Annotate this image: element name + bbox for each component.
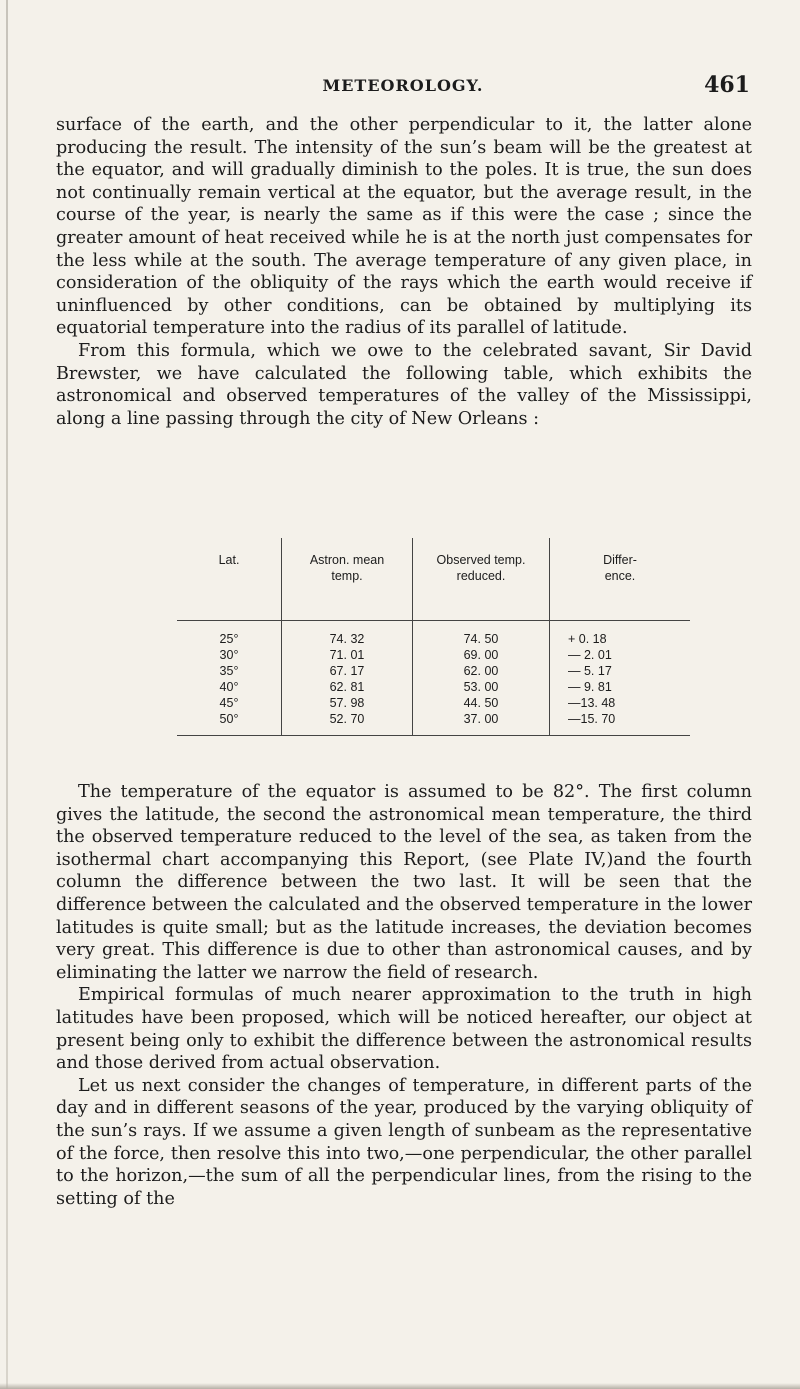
- page-edge: [6, 0, 8, 1389]
- col-header-lat: Lat.: [177, 538, 282, 621]
- text-block-top: [56, 114, 752, 430]
- cell-difference: — 2. 01: [550, 647, 691, 663]
- cell-astron: 74. 32: [282, 621, 413, 648]
- cell-lat: 45°: [219, 696, 239, 710]
- table-row: [177, 663, 690, 679]
- cell-lat: 25°: [219, 632, 239, 646]
- cell-astron: 62. 81: [282, 679, 413, 695]
- cell-difference: —15. 70: [550, 711, 691, 736]
- cell-difference: + 0. 18: [550, 621, 691, 648]
- col-header-astron: Astron. mean temp.: [282, 538, 413, 621]
- paragraph-1: surface of the earth, and the other perpendicular to it, the latter alone producing the result. The intensity of the sun’s beam will be the greatest at the equator, and will gradually diminish to the poles. It is true, the sun does not continually remain vertical at the equator, but the average result, in the course of the year, is nearly the same as if this were the case ; since the greater amount of heat received while he is at the north just compensates for the less while at the south. The average temperature of any given place, in consideration of the obliquity of the rays which the earth would receive if uninfluenced by other conditions, can be obtained by multiplying its equatorial temperature into the radius of its parallel of latitude.: [56, 115, 752, 339]
- col-header-difference: Differ- ence.: [550, 538, 691, 621]
- page-header: [56, 72, 750, 100]
- page-bottom-shadow: [0, 1383, 800, 1389]
- table-row: [177, 679, 690, 695]
- paragraph-3: The temperature of the equator is assumed to be 82°. The first column gives the latitude, the second the astronomical mean temperature, the third the observed temperature reduced to the level of the sea, as taken from the isothermal chart accompanying this Report, (see Plate IV,)and the fourth column the difference between the two last. It will be seen that the difference between the calculated and the observed temperature in the lower latitudes is quite small; but as the latitude increases, the deviation becomes very great. This difference is due to other than astronomical causes, and by eliminating the latter we narrow the field of research.: [56, 782, 752, 983]
- table-row: [177, 695, 690, 711]
- temperature-table: [177, 538, 690, 736]
- cell-observed: 44. 50: [413, 695, 550, 711]
- table-row: [177, 621, 690, 648]
- cell-astron: 71. 01: [282, 647, 413, 663]
- cell-astron: 67. 17: [282, 663, 413, 679]
- cell-astron: 52. 70: [282, 711, 413, 736]
- cell-observed: 37. 00: [413, 711, 550, 736]
- paragraph-2: From this formula, which we owe to the celebrated savant, Sir David Brewster, we have calculated the following table, which exhibits the astronomical and observed temperatures of the valley of the Mississippi, along a line passing through the city of New Orleans :: [56, 340, 752, 429]
- cell-difference: — 5. 17: [550, 663, 691, 679]
- cell-astron: 57. 98: [282, 695, 413, 711]
- cell-difference: — 9. 81: [550, 679, 691, 695]
- cell-observed: 62. 00: [413, 663, 550, 679]
- cell-lat: 30°: [219, 648, 239, 662]
- running-head: METEOROLOGY.: [322, 76, 484, 95]
- cell-observed: 53. 00: [413, 679, 550, 695]
- table-row: [177, 647, 690, 663]
- cell-lat: 35°: [219, 664, 239, 678]
- text-block-bottom: [56, 781, 752, 1210]
- page-number: 461: [704, 72, 750, 98]
- cell-lat: 50°: [177, 711, 282, 736]
- paragraph-5: Let us next consider the changes of temperature, in different parts of the day and in different seasons of the year, produced by the varying obliquity of the sun’s rays. If we assume a given length of sunbeam as the representative of the force, then resolve this into two,—one perpendicular, the other parallel to the horizon,—the sum of all the perpendicular lines, from the rising to the setting of the: [56, 1075, 752, 1209]
- table-row: [177, 711, 690, 736]
- cell-observed: 74. 50: [413, 621, 550, 648]
- col-header-observed: Observed temp. reduced.: [413, 538, 550, 621]
- cell-observed: 69. 00: [413, 647, 550, 663]
- cell-lat: 40°: [219, 680, 239, 694]
- table-header-row: [177, 538, 690, 621]
- paragraph-4: Empirical formulas of much nearer approximation to the truth in high latitudes have been proposed, which will be noticed hereafter, our object at present being only to exhibit the difference between the astronomical results and those derived from actual observation.: [56, 985, 752, 1074]
- cell-difference: —13. 48: [550, 695, 691, 711]
